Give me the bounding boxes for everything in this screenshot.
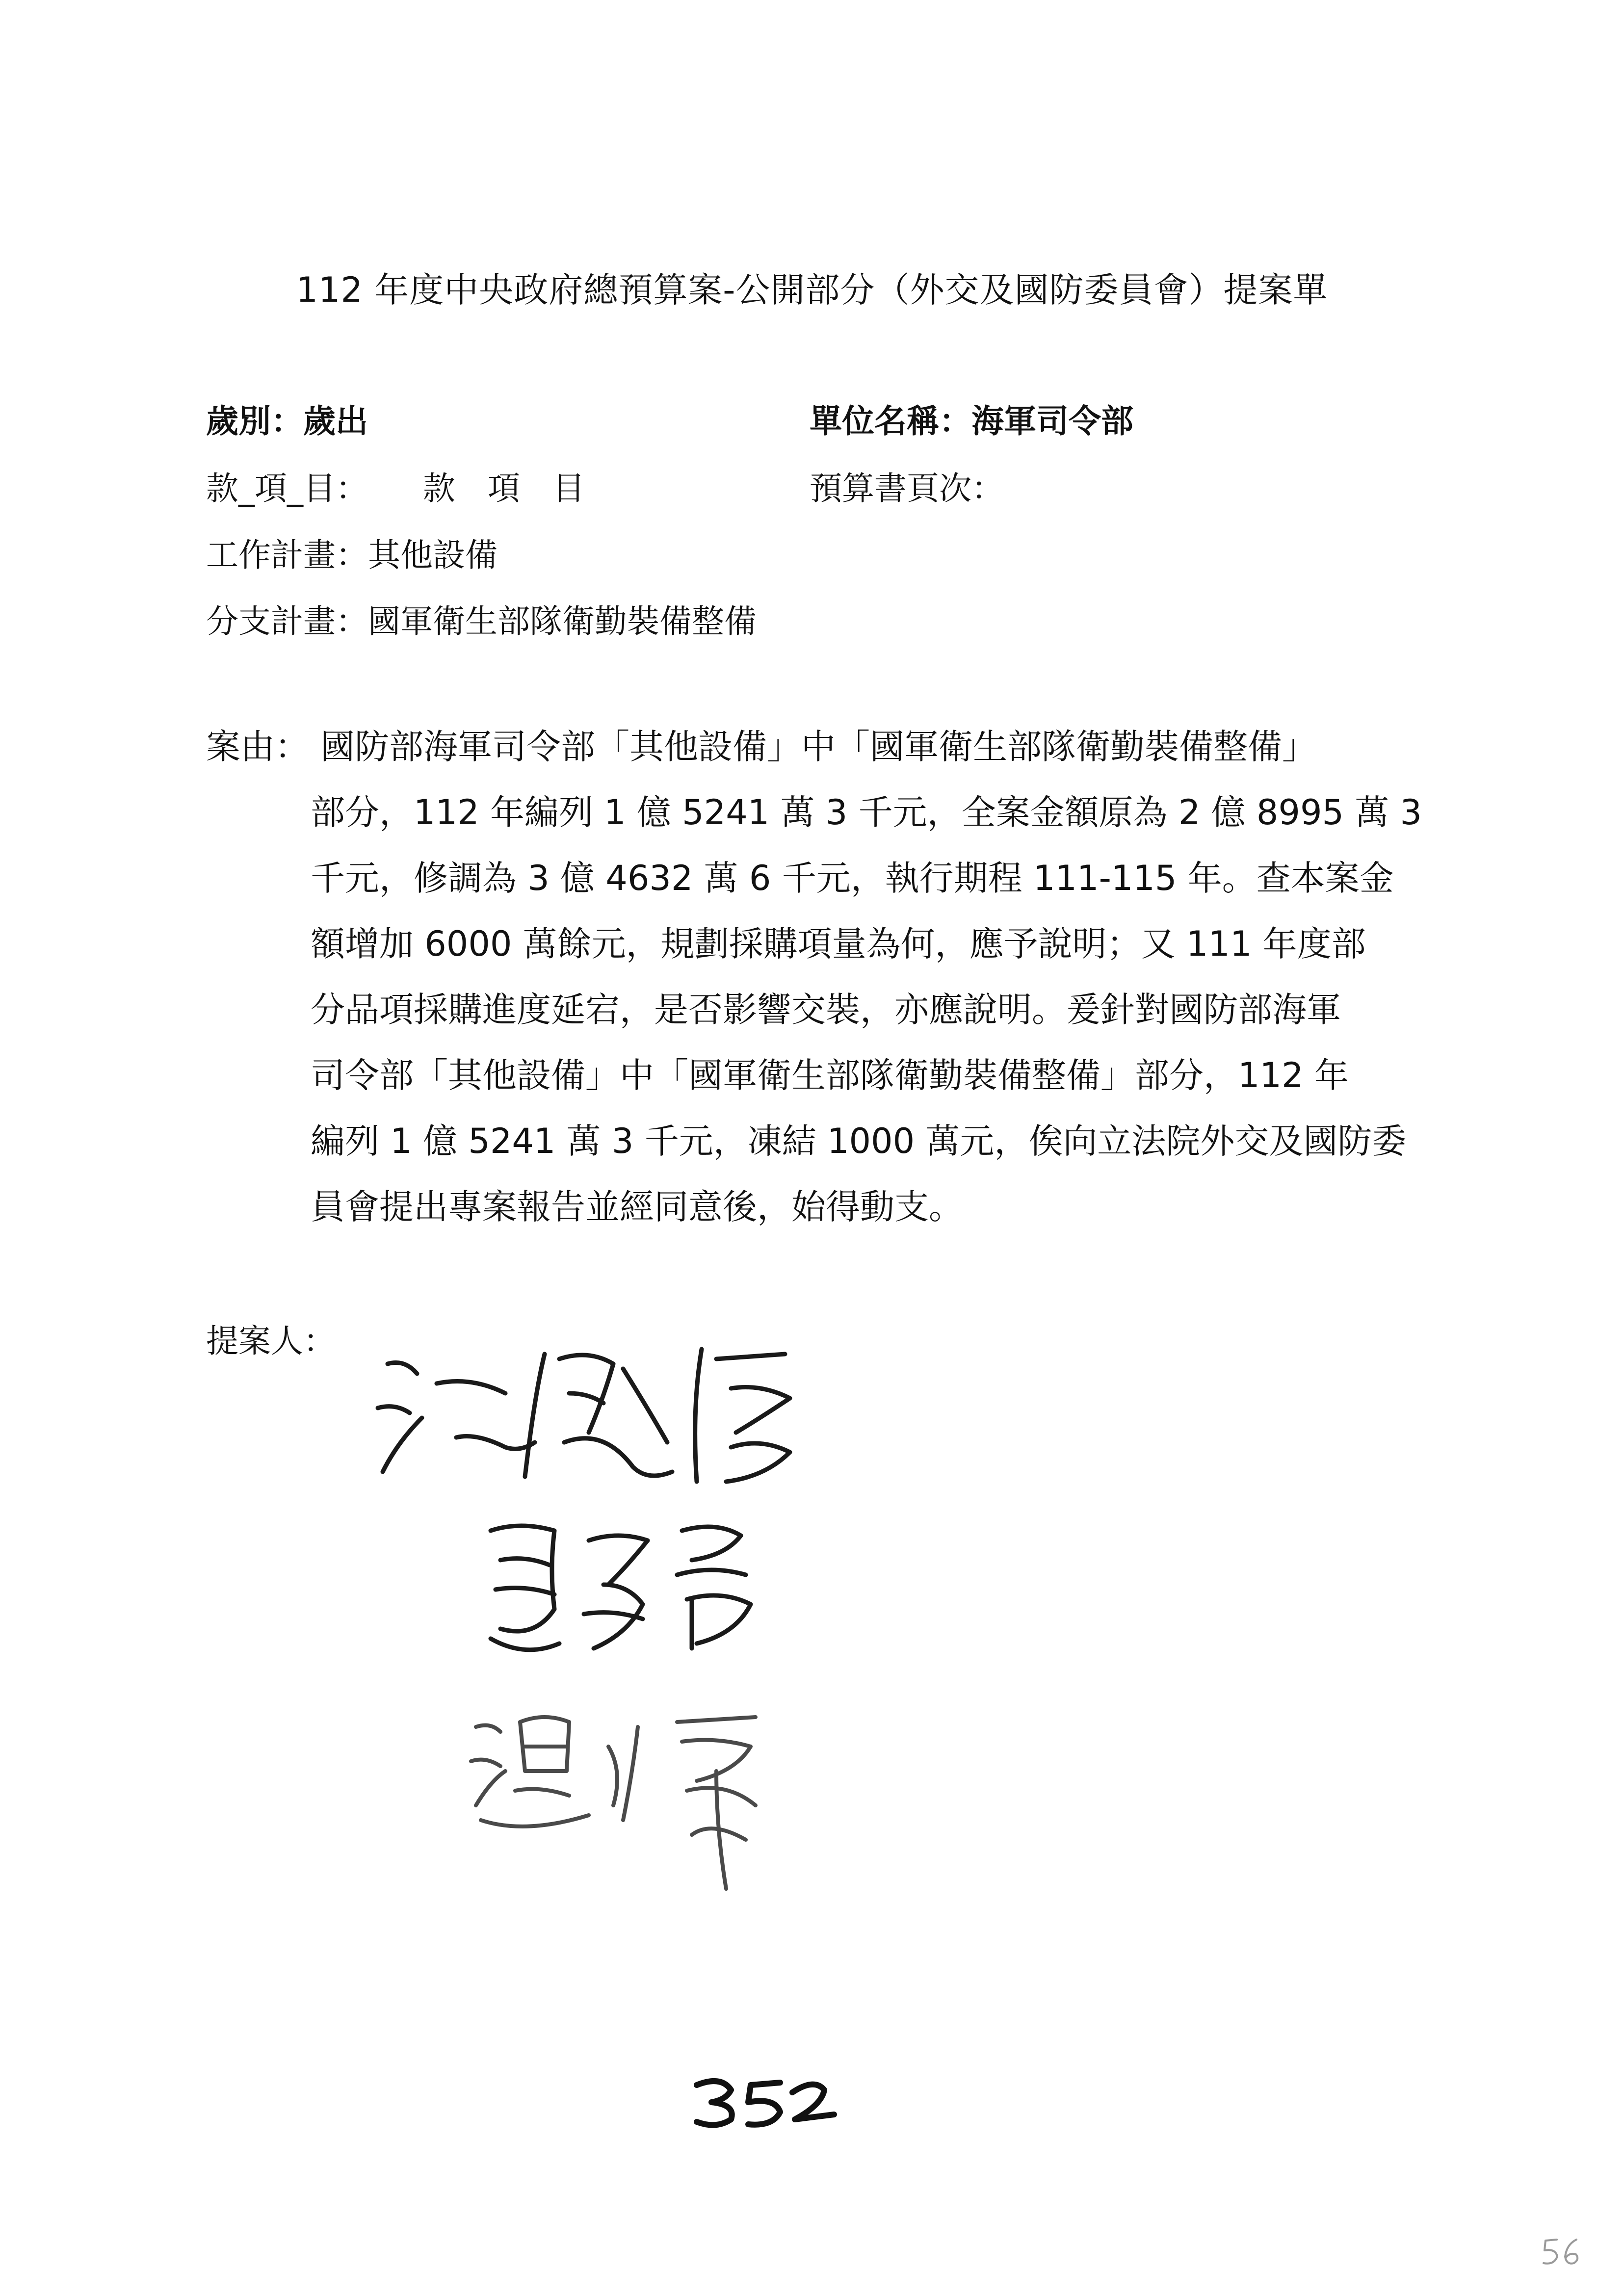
- signature-2: [481, 1511, 775, 1663]
- budget-page-label: 預算書頁次：: [810, 470, 1004, 507]
- sub-plan-value: 國軍衛生部隊衛勤裝備整備: [368, 602, 757, 640]
- proposer-label: 提案人：: [206, 1322, 336, 1360]
- corner-number-handwriting: [1540, 2235, 1584, 2269]
- category-value: 歲出: [303, 402, 368, 440]
- category-label: 歲別：: [206, 402, 303, 440]
- work-plan-field: [206, 529, 498, 575]
- unit-field: [810, 395, 1133, 442]
- reason-line: 國防部海軍司令部「其他設備」中「國軍衛生部隊衛勤裝備整備」: [320, 727, 1316, 767]
- unit-value: 海軍司令部: [971, 402, 1133, 440]
- signature-1-handwriting: [358, 1320, 810, 1496]
- work-plan-value: 其他設備: [368, 536, 498, 574]
- signature-2-handwriting: [481, 1511, 775, 1663]
- unit-label: 單位名稱：: [810, 402, 971, 440]
- item-value: 款 項 目: [422, 470, 585, 507]
- reason-label: 案由：: [206, 727, 309, 767]
- corner-page-number: [1540, 2235, 1584, 2271]
- signature-3-handwriting: [461, 1693, 795, 1899]
- reason-line: 千元，修調為 3 億 4632 萬 6 千元，執行期程 111-115 年。查本案金: [311, 858, 1394, 898]
- category-field: [206, 395, 368, 442]
- work-plan-label: 工作計畫：: [206, 536, 368, 574]
- page-number-handwriting: [687, 2065, 844, 2134]
- reason-line: 額增加 6000 萬餘元，規劃採購項量為何，應予說明；又 111 年度部: [311, 924, 1366, 964]
- reason-line: 編列 1 億 5241 萬 3 千元，凍結 1000 萬元，俟向立法院外交及國防委: [311, 1121, 1407, 1161]
- reason-line: 部分，112 年編列 1 億 5241 萬 3 千元，全案金額原為 2 億 8995 萬 3: [311, 792, 1422, 833]
- budget-page-field: [810, 462, 1004, 509]
- item-label: 款_項_目：: [206, 470, 368, 507]
- signature-1: [358, 1320, 810, 1496]
- signature-3: [461, 1693, 795, 1899]
- sub-plan-field: [206, 595, 757, 642]
- reason-line: 員會提出專案報告並經同意後，始得動支。: [311, 1187, 963, 1227]
- item-field: [206, 462, 585, 509]
- document-title: 112 年度中央政府總預算案-公開部分（外交及國防委員會）提案單: [296, 270, 1328, 310]
- sub-plan-label: 分支計畫：: [206, 602, 368, 640]
- reason-line: 司令部「其他設備」中「國軍衛生部隊衛勤裝備整備」部分，112 年: [311, 1055, 1349, 1096]
- reason-line: 分品項採購進度延宕，是否影響交裝，亦應說明。爰針對國防部海軍: [311, 990, 1341, 1030]
- handwritten-page-number: [687, 2065, 844, 2134]
